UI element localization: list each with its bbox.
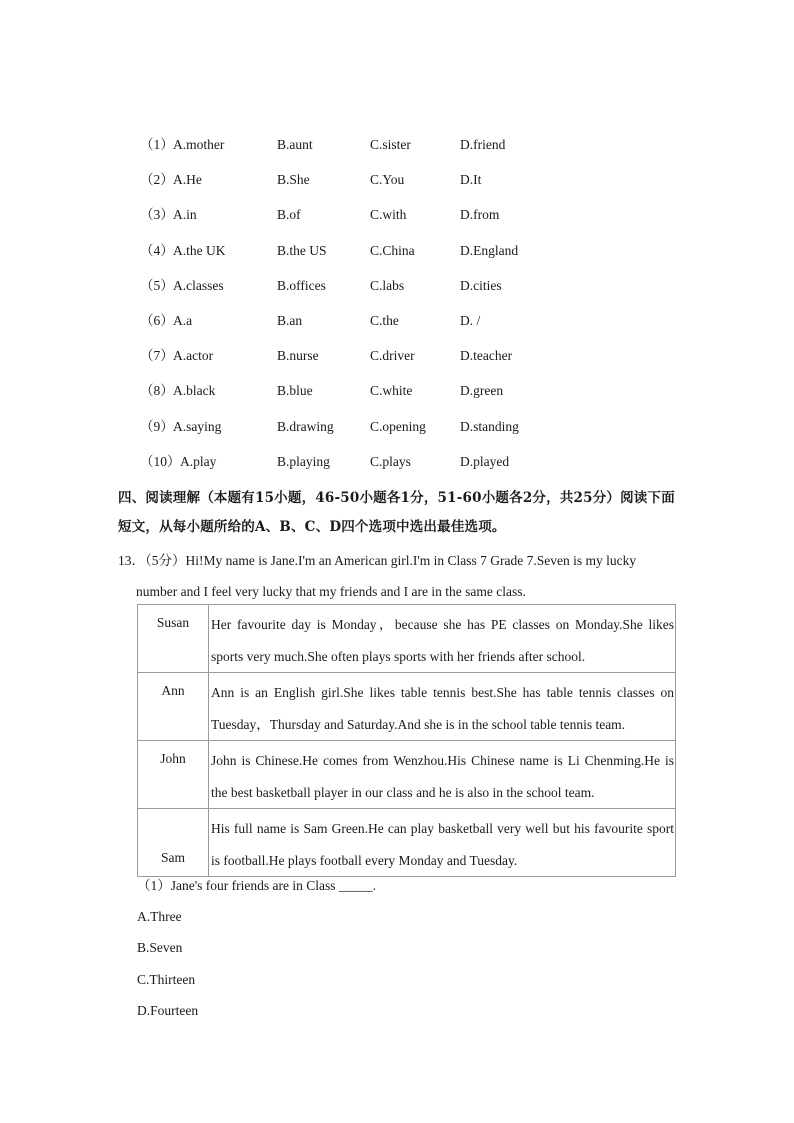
option-row — [140, 133, 560, 168]
option-b: B.an — [277, 312, 303, 328]
option-b: B.nurse — [277, 348, 319, 364]
section-heading: 四、阅读理解（本题有15小题，46-50小题各1分，51-60小题各2分，共25分）阅读下面短文，从每小题所给的A、B、C、D四个选项中选出最佳选项。 — [118, 490, 675, 535]
cloze-options — [140, 133, 560, 485]
option-row — [140, 415, 560, 450]
option-row — [140, 203, 560, 238]
option-a: A.the UK — [173, 242, 226, 258]
question-number: 13． — [118, 553, 145, 568]
option-b: B.playing — [277, 453, 330, 469]
table-row — [138, 605, 676, 673]
option-number: （1） — [140, 137, 174, 152]
option-number: （4） — [140, 242, 174, 258]
option-c: C.China — [370, 242, 415, 258]
intro-line-1: Hi!My name is Jane.I'm an American girl.I'm in Class 7 Grade 7.Seven is my lucky — [185, 553, 637, 568]
option-c: C.white — [370, 383, 413, 399]
option-b: B.blue — [277, 383, 313, 399]
choice-b: B.Seven — [137, 940, 183, 956]
option-a: A.mother — [173, 137, 225, 152]
option-c: C.with — [370, 207, 407, 223]
option-number: （6） — [140, 312, 174, 328]
option-d: D.friend — [460, 137, 506, 152]
question-intro — [118, 545, 676, 607]
option-b: B.drawing — [277, 418, 334, 434]
option-c: C.driver — [370, 348, 415, 364]
option-c: C.plays — [370, 453, 411, 469]
option-number: （5） — [140, 277, 174, 293]
option-c: C.sister — [370, 137, 411, 152]
table-row — [138, 809, 676, 877]
table-row — [138, 741, 676, 809]
friend-description: Ann is an English girl.She likes table tennis best.She has table tennis classes on Tuesday，Thursday and Saturday.And she is in the school table tennis team. — [209, 673, 676, 741]
answer-choices — [137, 905, 198, 1030]
friend-description: John is Chinese.He comes from Wenzhou.His Chinese name is Li Chenming.He is the best basketball player in our class and he is also in the school team. — [209, 741, 676, 809]
option-number: （8） — [140, 383, 174, 399]
option-a: A.actor — [173, 348, 214, 364]
option-a: A.black — [173, 383, 216, 399]
option-d: D. / — [460, 312, 481, 328]
option-number: （3） — [140, 207, 174, 223]
choice-d: D.Fourteen — [137, 1002, 199, 1018]
friend-description: Her favourite day is Monday，because she has PE classes on Monday.She likes sports very much.She often plays sports with her friends after school. — [209, 605, 676, 673]
option-a: A.classes — [173, 277, 224, 293]
option-c: C.labs — [370, 277, 405, 293]
option-d: D.green — [460, 383, 504, 399]
option-number: （7） — [140, 348, 174, 364]
option-b: B.offices — [277, 277, 326, 293]
friend-name: John — [138, 741, 209, 809]
option-d: D.It — [460, 172, 482, 188]
option-d: D.cities — [460, 277, 502, 293]
choice-c: C.Thirteen — [137, 971, 196, 987]
friend-name: Sam — [138, 809, 209, 877]
sub-question-text: （1）Jane's four friends are in Class _____. — [137, 878, 377, 893]
question-score: （5分） — [145, 553, 186, 568]
option-number: （2） — [140, 172, 174, 188]
option-b: B.She — [277, 172, 310, 188]
option-c: C.You — [370, 172, 405, 188]
option-row — [140, 239, 560, 274]
option-a: A.play — [180, 453, 217, 469]
friend-name: Ann — [138, 673, 209, 741]
option-c: C.opening — [370, 418, 426, 434]
option-c: C.the — [370, 312, 399, 328]
intro-line-2: number and I feel very lucky that my friends and I are in the same class. — [136, 584, 526, 599]
option-d: D.standing — [460, 418, 519, 434]
option-d: D.played — [460, 453, 510, 469]
option-a: A.saying — [173, 418, 222, 434]
option-row — [140, 309, 560, 344]
option-b: B.of — [277, 207, 301, 223]
option-d: D.from — [460, 207, 500, 223]
option-number: （10） — [140, 453, 181, 469]
option-a: A.in — [173, 207, 197, 223]
option-d: D.teacher — [460, 348, 513, 364]
friend-name: Susan — [138, 605, 209, 673]
option-row — [140, 274, 560, 309]
choice-a: A.Three — [137, 909, 182, 924]
table-row — [138, 673, 676, 741]
option-b: B.aunt — [277, 137, 313, 152]
option-row — [140, 168, 560, 203]
friends-table — [137, 604, 676, 877]
option-a: A.a — [173, 312, 193, 328]
friend-description: His full name is Sam Green.He can play basketball very well but his favourite sport is football.He plays football every Monday and Tuesday. — [209, 809, 676, 877]
option-row — [140, 450, 560, 485]
option-d: D.England — [460, 242, 519, 258]
option-row — [140, 344, 560, 379]
option-a: A.He — [173, 172, 202, 188]
option-row — [140, 379, 560, 414]
option-b: B.the US — [277, 242, 327, 258]
option-number: （9） — [140, 418, 174, 434]
